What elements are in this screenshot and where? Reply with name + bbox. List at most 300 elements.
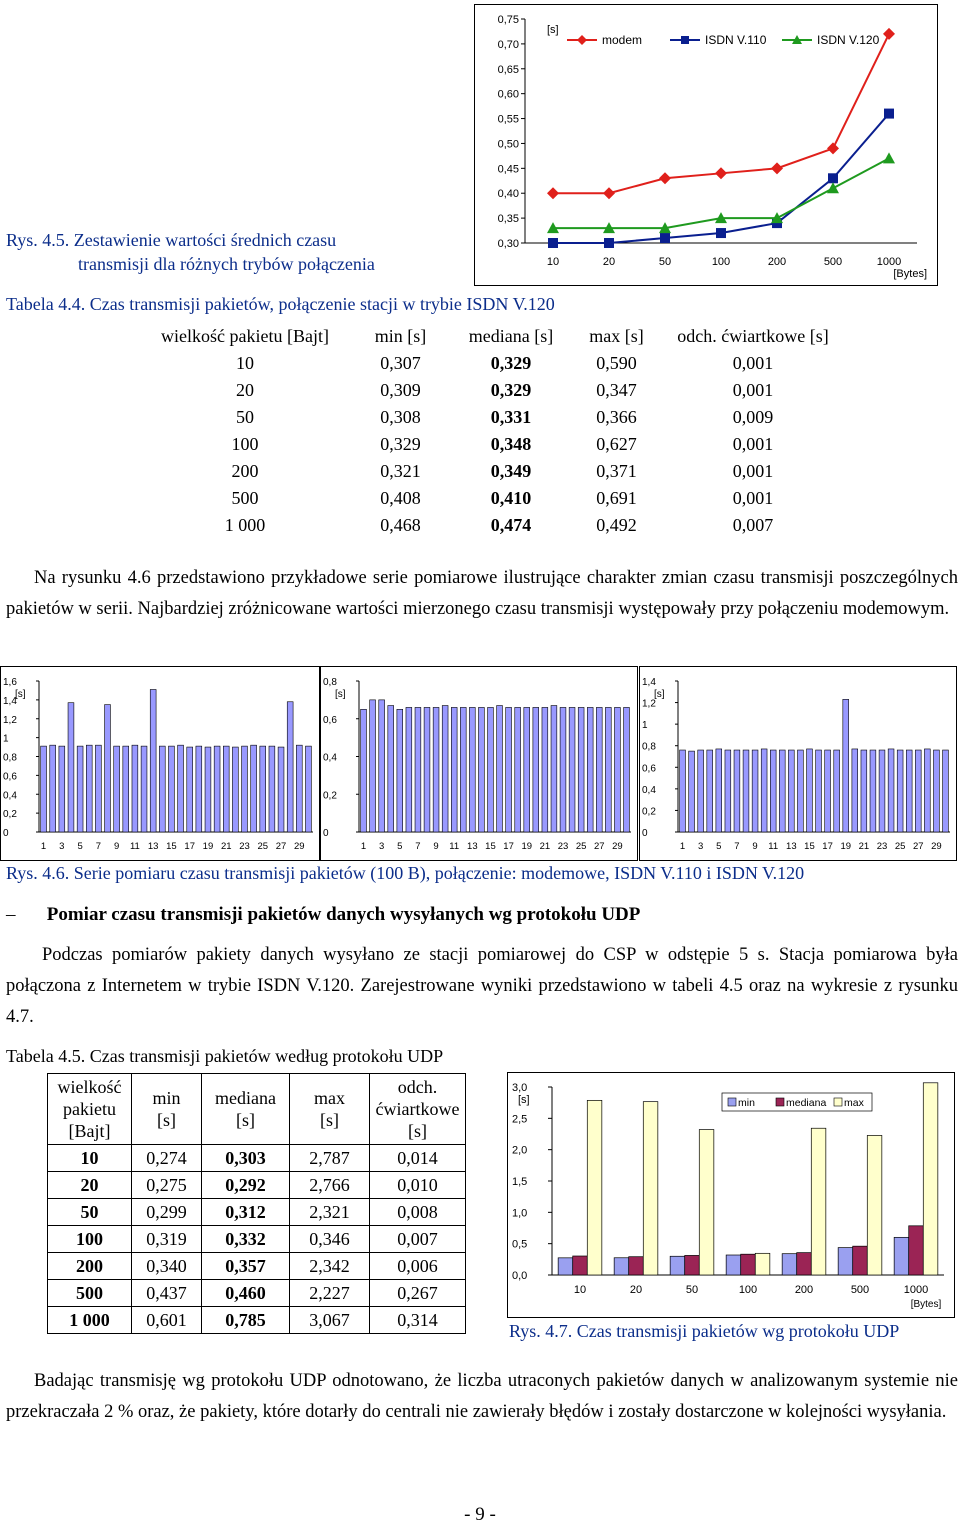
x-tick-label: 7 [734,841,740,852]
x-tick-label: 23 [239,841,250,852]
table-row [48,1253,466,1280]
series-bar [689,751,695,832]
fig47-caption: Rys. 4.7. Czas transmisji pakietów wg protokołu UDP [509,1321,900,1341]
x-tick-label: 100 [711,256,731,268]
x-tick-label: 500 [850,1284,870,1296]
series-bar [269,746,275,832]
x-tick-label: 13 [786,841,797,852]
x-tick-label: 200 [794,1284,814,1296]
y-tick-label: 0,4 [3,790,17,802]
y-tick-label: 0,2 [3,809,17,821]
x-tick-label: 13 [467,841,478,852]
isdn110-point [604,238,614,248]
x-tick-label: 3 [698,841,704,852]
table-cell: 0,009 [732,407,774,427]
series-bar [123,746,129,832]
table-row [48,1280,466,1307]
series-bar [725,750,731,832]
avg-time-line-chart-svg [475,5,937,285]
modem-point [603,187,615,199]
table45-header-line: odch. [397,1077,438,1097]
table-cell: 0,010 [370,1172,466,1199]
y-axis-unit: [s] [547,24,559,36]
y-tick-label: 0,8 [642,741,656,753]
y-tick-label: 0,2 [642,806,656,818]
table44-header: mediana [s] [468,326,554,346]
table-cell: 0,274 [132,1145,202,1172]
series-bar [232,747,238,832]
y-tick-label: 0,65 [497,63,519,76]
series-bar [205,747,211,832]
series-bar [141,746,147,832]
series-bar [605,707,611,832]
series-bar [397,709,403,832]
y-tick-label: 0,0 [512,1270,528,1282]
table-row [48,1199,466,1226]
table-cell: 0,008 [370,1199,466,1226]
series-bar [551,706,557,832]
paragraph-fig46-intro: Na rysunku 4.6 przedstawiono przykładowe serie pomiarowe ilustrujące charakter zmian czasu transmisji poszczególnych pakietów w serii. Najbardziej zróżnicowane wartości mierzonego czasu transmisji występowały przy połączeniu modemowym. [6,568,958,619]
series-bar [287,702,293,832]
y-tick-label: 0,75 [497,14,519,26]
series-bar [460,707,466,832]
x-tick-label: 7 [95,841,102,852]
x-axis-unit: [Bytes] [910,1299,942,1310]
series-bar [469,707,475,832]
table45-caption: Tabela 4.5. Czas transmisji pakietów według protokołu UDP [6,1046,444,1066]
series-bar [260,746,266,832]
x-tick-label: 17 [184,841,195,852]
table45-header-line: pakietu [63,1099,116,1119]
table44 [138,323,846,539]
isdn110-point [828,173,838,183]
y-tick-label: 0,2 [323,790,337,802]
table-cell: 0,006 [370,1253,466,1280]
bar-max [643,1102,658,1275]
y-tick-label: 0,45 [497,163,519,176]
y-axis-unit: [s] [654,689,665,700]
y-tick-label: 0,6 [323,714,337,726]
table-cell: 0,332 [202,1226,290,1253]
x-tick-label: 1 [679,841,686,852]
series-bar [497,706,503,832]
series-bar [933,750,939,832]
table-cell: 0,329 [380,434,421,454]
table-cell: 0,014 [370,1145,466,1172]
series-bar [169,746,175,832]
x-tick-label: 10 [546,256,560,268]
x-tick-label: 17 [503,841,514,852]
table-cell: 0,691 [596,488,637,508]
x-tick-label: 5 [77,841,83,852]
x-tick-label: 1 [360,841,367,852]
table-cell: 0,314 [370,1307,466,1334]
table45-header [48,1074,132,1145]
series-bar [587,707,593,832]
bar-max [867,1135,882,1275]
isdn110-series-svg [321,667,637,860]
y-axis-unit: [s] [335,689,346,700]
bar-min [726,1255,741,1275]
series-bar [41,746,47,832]
table45-header [132,1074,202,1145]
bar-min [614,1258,629,1275]
y-tick-label: 1,4 [642,677,656,688]
legend-label: max [844,1097,864,1109]
y-tick-label: 1,6 [3,677,17,688]
series-bar [560,707,566,832]
series-bar [296,745,302,832]
table-cell: 0,410 [490,488,532,508]
bar-mediana [629,1257,644,1275]
series-bar [506,707,512,832]
table-cell: 0,348 [490,434,532,454]
x-tick-label: 21 [220,841,232,852]
x-tick-label: 29 [294,841,305,852]
x-tick-label: 27 [593,841,605,852]
legend-label: mediana [786,1097,827,1109]
series-bar [515,707,521,832]
legend-marker [681,36,689,44]
table-cell: 2,766 [290,1172,370,1199]
bar-max [923,1083,938,1275]
series-bar [707,750,713,832]
x-tick-label: 29 [612,841,623,852]
series-bar [50,745,56,832]
table45-header [202,1074,290,1145]
bar-mediana [797,1253,812,1275]
x-tick-label: 200 [767,256,787,268]
table-cell: 0,437 [132,1280,202,1307]
x-tick-label: 29 [931,841,942,852]
modem-point [715,167,727,179]
series-bar [743,750,749,832]
y-tick-label: 1,0 [512,1207,528,1220]
legend-label: min [738,1097,755,1109]
table-cell: 0,319 [132,1226,202,1253]
x-tick-label: 19 [202,841,214,852]
table-cell: 50 [236,407,254,427]
series-bar [596,707,602,832]
table-cell: 0,007 [370,1226,466,1253]
table-row [48,1145,466,1172]
legend-label: ISDN V.120 [817,33,880,47]
x-tick-label: 100 [738,1284,758,1296]
isdn120-series-chart [639,666,957,861]
x-tick-label: 27 [912,841,924,852]
bar-mediana [909,1226,924,1275]
series-bar [716,749,722,832]
series-bar [752,750,758,832]
y-tick-label: 0,40 [497,188,519,201]
table45-header-line: min [152,1088,181,1108]
series-bar [779,750,785,832]
series-bar [788,750,794,832]
y-tick-label: 0 [642,828,648,839]
table-cell: 0,312 [202,1199,290,1226]
table-cell: 0,001 [732,380,774,400]
table-cell: 0,292 [202,1172,290,1199]
table45-header-line: [Bajt] [68,1121,111,1141]
table-row [138,350,846,377]
table45 [47,1073,466,1334]
y-tick-label: 0 [3,828,9,839]
y-tick-label: 0,35 [497,213,519,226]
table-cell: 0,321 [380,461,421,481]
table45-header-line: mediana [215,1088,276,1108]
series-bar [888,749,894,832]
legend-swatch [776,1098,784,1106]
series-bar [86,745,92,832]
series-bar [524,707,530,832]
series-bar [442,706,448,832]
bar-min [558,1258,573,1275]
table-row [138,485,846,512]
series-bar [433,707,439,832]
fig45-caption-line2: transmisji dla różnych trybów połączenia [78,254,375,274]
table44-caption: Tabela 4.4. Czas transmisji pakietów, połączenie stacji w trybie ISDN V.120 [6,294,555,314]
x-tick-label: 11 [768,841,779,852]
table-cell: 0,001 [732,461,774,481]
table-row [48,1307,466,1334]
table45-header [290,1074,370,1145]
y-tick-label: 0,6 [642,763,656,775]
x-tick-label: 21 [539,841,551,852]
table-cell: 0,468 [380,515,421,535]
y-tick-label: 0,4 [323,752,337,764]
table-cell: 20 [48,1172,132,1199]
table-cell: 0,346 [290,1226,370,1253]
table-cell: 100 [48,1226,132,1253]
series-bar [68,703,74,832]
series-bar [906,750,912,832]
y-tick-label: 2,5 [512,1113,528,1126]
series-bar [478,707,484,832]
table44-header: odch. ćwiartkowe [s] [677,326,829,346]
modem-point [659,172,671,184]
table-cell: 2,342 [290,1253,370,1280]
series-bar [132,745,138,832]
table-cell: 2,321 [290,1199,370,1226]
modem-point [883,28,895,40]
table-cell: 0,307 [380,353,421,373]
table-cell: 0,267 [370,1280,466,1307]
udp-bar-chart [507,1072,955,1318]
y-axis-unit: [s] [518,1094,530,1106]
table-cell: 1 000 [48,1307,132,1334]
x-tick-label: 15 [485,841,496,852]
isdn110-point [884,109,894,119]
modem-point [771,162,783,174]
series-bar [415,707,421,832]
table-cell: 0,001 [732,488,774,508]
table-cell: 0,349 [490,461,532,481]
table-cell: 2,787 [290,1145,370,1172]
table-cell: 0,007 [732,515,774,535]
table45-header-line: [s] [236,1110,255,1130]
y-tick-label: 0,4 [642,784,656,796]
x-tick-label: 3 [59,841,65,852]
table-row [48,1172,466,1199]
table-cell: 0,371 [596,461,637,481]
series-bar [59,746,65,832]
isdn110-point [548,238,558,248]
table-cell: 0,299 [132,1199,202,1226]
table44-header: min [s] [374,326,427,346]
y-tick-label: 3,0 [512,1082,528,1094]
y-tick-label: 0,70 [497,38,519,51]
x-tick-label: 17 [822,841,833,852]
isdn120-point [883,152,895,163]
bar-max [755,1253,770,1275]
udp-bar-chart-svg [508,1073,954,1317]
bullet-dash: – [6,904,16,925]
y-tick-label: 0,8 [3,752,17,764]
table-cell: 20 [236,380,254,400]
table44-header: max [s] [589,326,644,346]
table-cell: 0,308 [380,407,421,427]
udp-heading [6,904,640,926]
y-tick-label: 0,30 [497,238,519,250]
series-bar [734,750,740,832]
series-bar [533,707,539,832]
series-bar [488,707,494,832]
series-bar [897,750,903,832]
series-bar [761,749,767,832]
x-tick-label: 5 [716,841,722,852]
x-tick-label: 15 [166,841,177,852]
series-bar [624,707,630,832]
x-tick-label: 1000 [876,256,902,268]
series-bar [223,746,229,832]
x-tick-label: 20 [629,1284,643,1296]
series-bar [698,750,704,832]
table-row [138,458,846,485]
table-cell: 0,601 [132,1307,202,1334]
table-cell: 500 [48,1280,132,1307]
y-tick-label: 1,2 [3,714,17,726]
table-cell: 3,067 [290,1307,370,1334]
series-bar [178,745,184,832]
x-tick-label: 23 [557,841,569,852]
y-tick-label: 1 [642,720,648,732]
x-axis-unit: [Bytes] [893,268,927,280]
bar-min [838,1248,853,1275]
fig45-caption-line1: Rys. 4.5. Zestawienie wartości średnich czasu [6,230,337,250]
x-tick-label: 9 [433,841,439,852]
x-tick-label: 9 [752,841,758,852]
x-tick-label: 13 [147,841,159,852]
paragraph-udp-conclusion: Badając transmisję wg protokołu UDP odnotowano, że liczba utraconych pakietów danych w analizowanym systemie nie przekraczała 2 % oraz, że pakiety, które dotarły do centrali nie zawierały błędów i zostały dostarczone w kolejności wysyłania. [6,1371,958,1422]
legend-label: ISDN V.110 [705,33,767,47]
modem-series-chart [0,666,320,861]
legend-label: modem [602,33,643,47]
series-bar [542,707,548,832]
isdn110-series-chart [320,666,638,861]
y-tick-label: 0,8 [323,677,337,688]
x-tick-label: 50 [685,1284,699,1296]
table-cell: 1 000 [224,515,266,535]
bar-min [782,1254,797,1275]
x-tick-label: 11 [129,841,140,852]
series-bar [406,707,412,832]
y-tick-label: 0,6 [3,771,17,783]
series-bar [614,707,620,832]
bar-max [699,1130,714,1275]
table-cell: 10 [236,353,254,373]
bar-mediana [685,1255,700,1275]
table45-header-line: [s] [320,1110,339,1130]
table-cell: 0,331 [490,407,532,427]
avg-time-line-chart [474,4,938,286]
bar-max [811,1128,826,1275]
y-tick-label: 2,0 [512,1144,528,1157]
series-bar [843,699,849,832]
page-number: - 9 - [464,1504,496,1525]
series-bar [214,746,220,832]
udp-heading-text: Pomiar czasu transmisji pakietów danych wysyłanych wg protokołu UDP [46,904,641,925]
y-tick-label: 0,60 [497,88,519,101]
modem-series-svg [1,667,319,860]
x-tick-label: 9 [113,841,120,852]
series-bar [196,746,202,832]
series-bar [77,746,83,832]
bar-mediana [853,1246,868,1275]
series-bar [569,707,575,832]
bar-max [587,1100,602,1275]
series-bar [680,750,686,832]
table-cell: 0,329 [490,353,532,373]
series-bar [379,700,385,832]
table-row [138,404,846,431]
x-tick-label: 15 [804,841,815,852]
series-bar [187,747,193,832]
table-cell: 0,309 [380,380,421,400]
x-tick-label: 25 [257,841,269,852]
bar-min [894,1237,909,1275]
table-cell: 500 [231,488,259,508]
series-bar [943,750,949,832]
x-tick-label: 23 [876,841,888,852]
y-axis-unit: [s] [15,689,26,700]
y-tick-label: 1,5 [512,1176,528,1188]
series-bar [105,705,111,832]
modem-point [827,142,839,154]
x-tick-label: 7 [415,841,421,852]
table-cell: 0,366 [596,407,637,427]
y-tick-label: 1 [3,733,9,745]
table-cell: 0,329 [490,380,532,400]
x-tick-label: 20 [602,256,616,268]
series-bar [770,750,776,832]
x-tick-label: 10 [573,1284,587,1296]
series-bar [114,746,120,832]
table44-header-row [138,323,846,350]
series-bar [388,706,394,832]
x-tick-label: 25 [894,841,906,852]
table-cell: 50 [48,1199,132,1226]
table45-header-line: wielkość [57,1077,122,1097]
series-bar [424,707,430,832]
fig46-caption: Rys. 4.6. Serie pomiaru czasu transmisji pakietów (100 B), połączenie: modemowe, ISDN V.110 i ISDN V.120 [6,863,805,883]
legend-swatch [834,1098,842,1106]
table-cell: 200 [231,461,259,481]
x-tick-label: 5 [397,841,403,852]
table45-header-line: ćwiartkowe [375,1099,460,1119]
series-bar [361,709,367,832]
table-row [48,1226,466,1253]
table-cell: 0,460 [202,1280,290,1307]
